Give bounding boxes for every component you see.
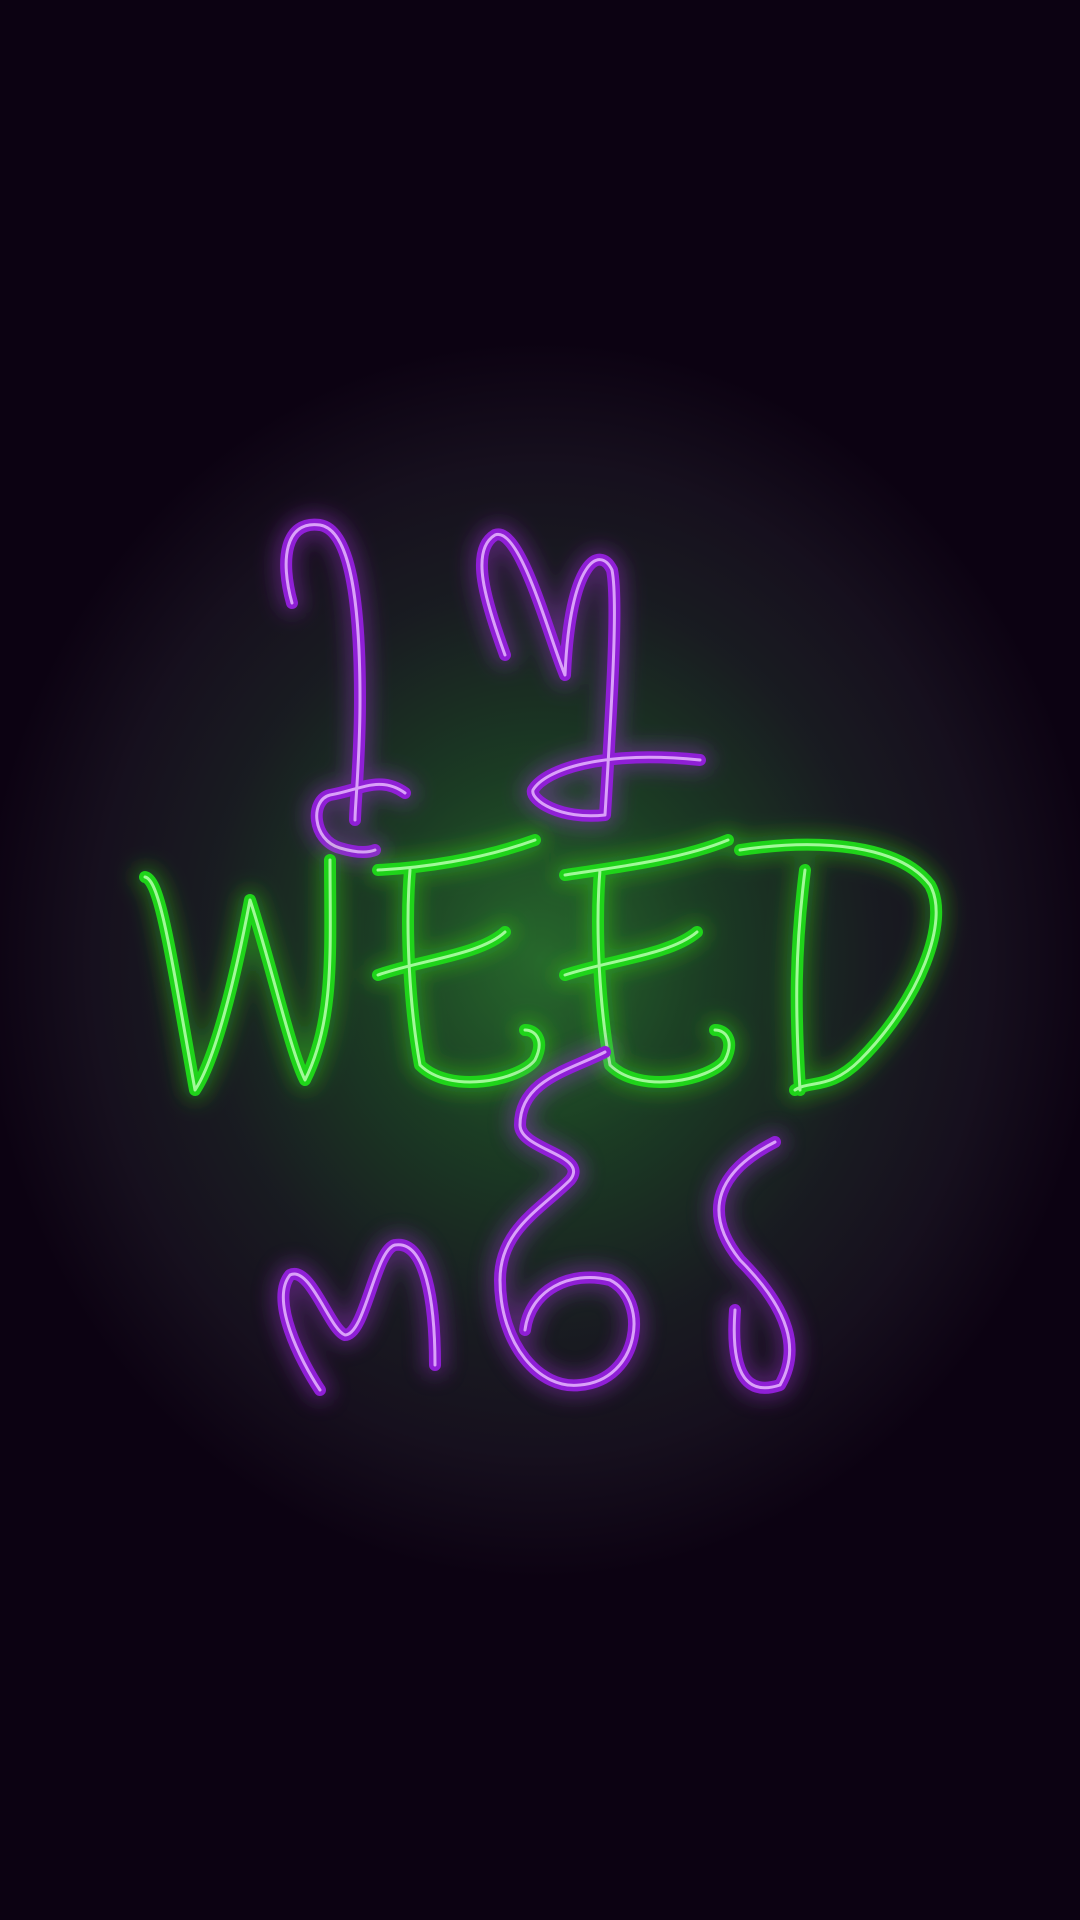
letter-d (740, 845, 936, 1090)
purple-top-script (286, 525, 700, 852)
green-weed-word (145, 840, 936, 1090)
purple-bottom-script (283, 1052, 789, 1390)
